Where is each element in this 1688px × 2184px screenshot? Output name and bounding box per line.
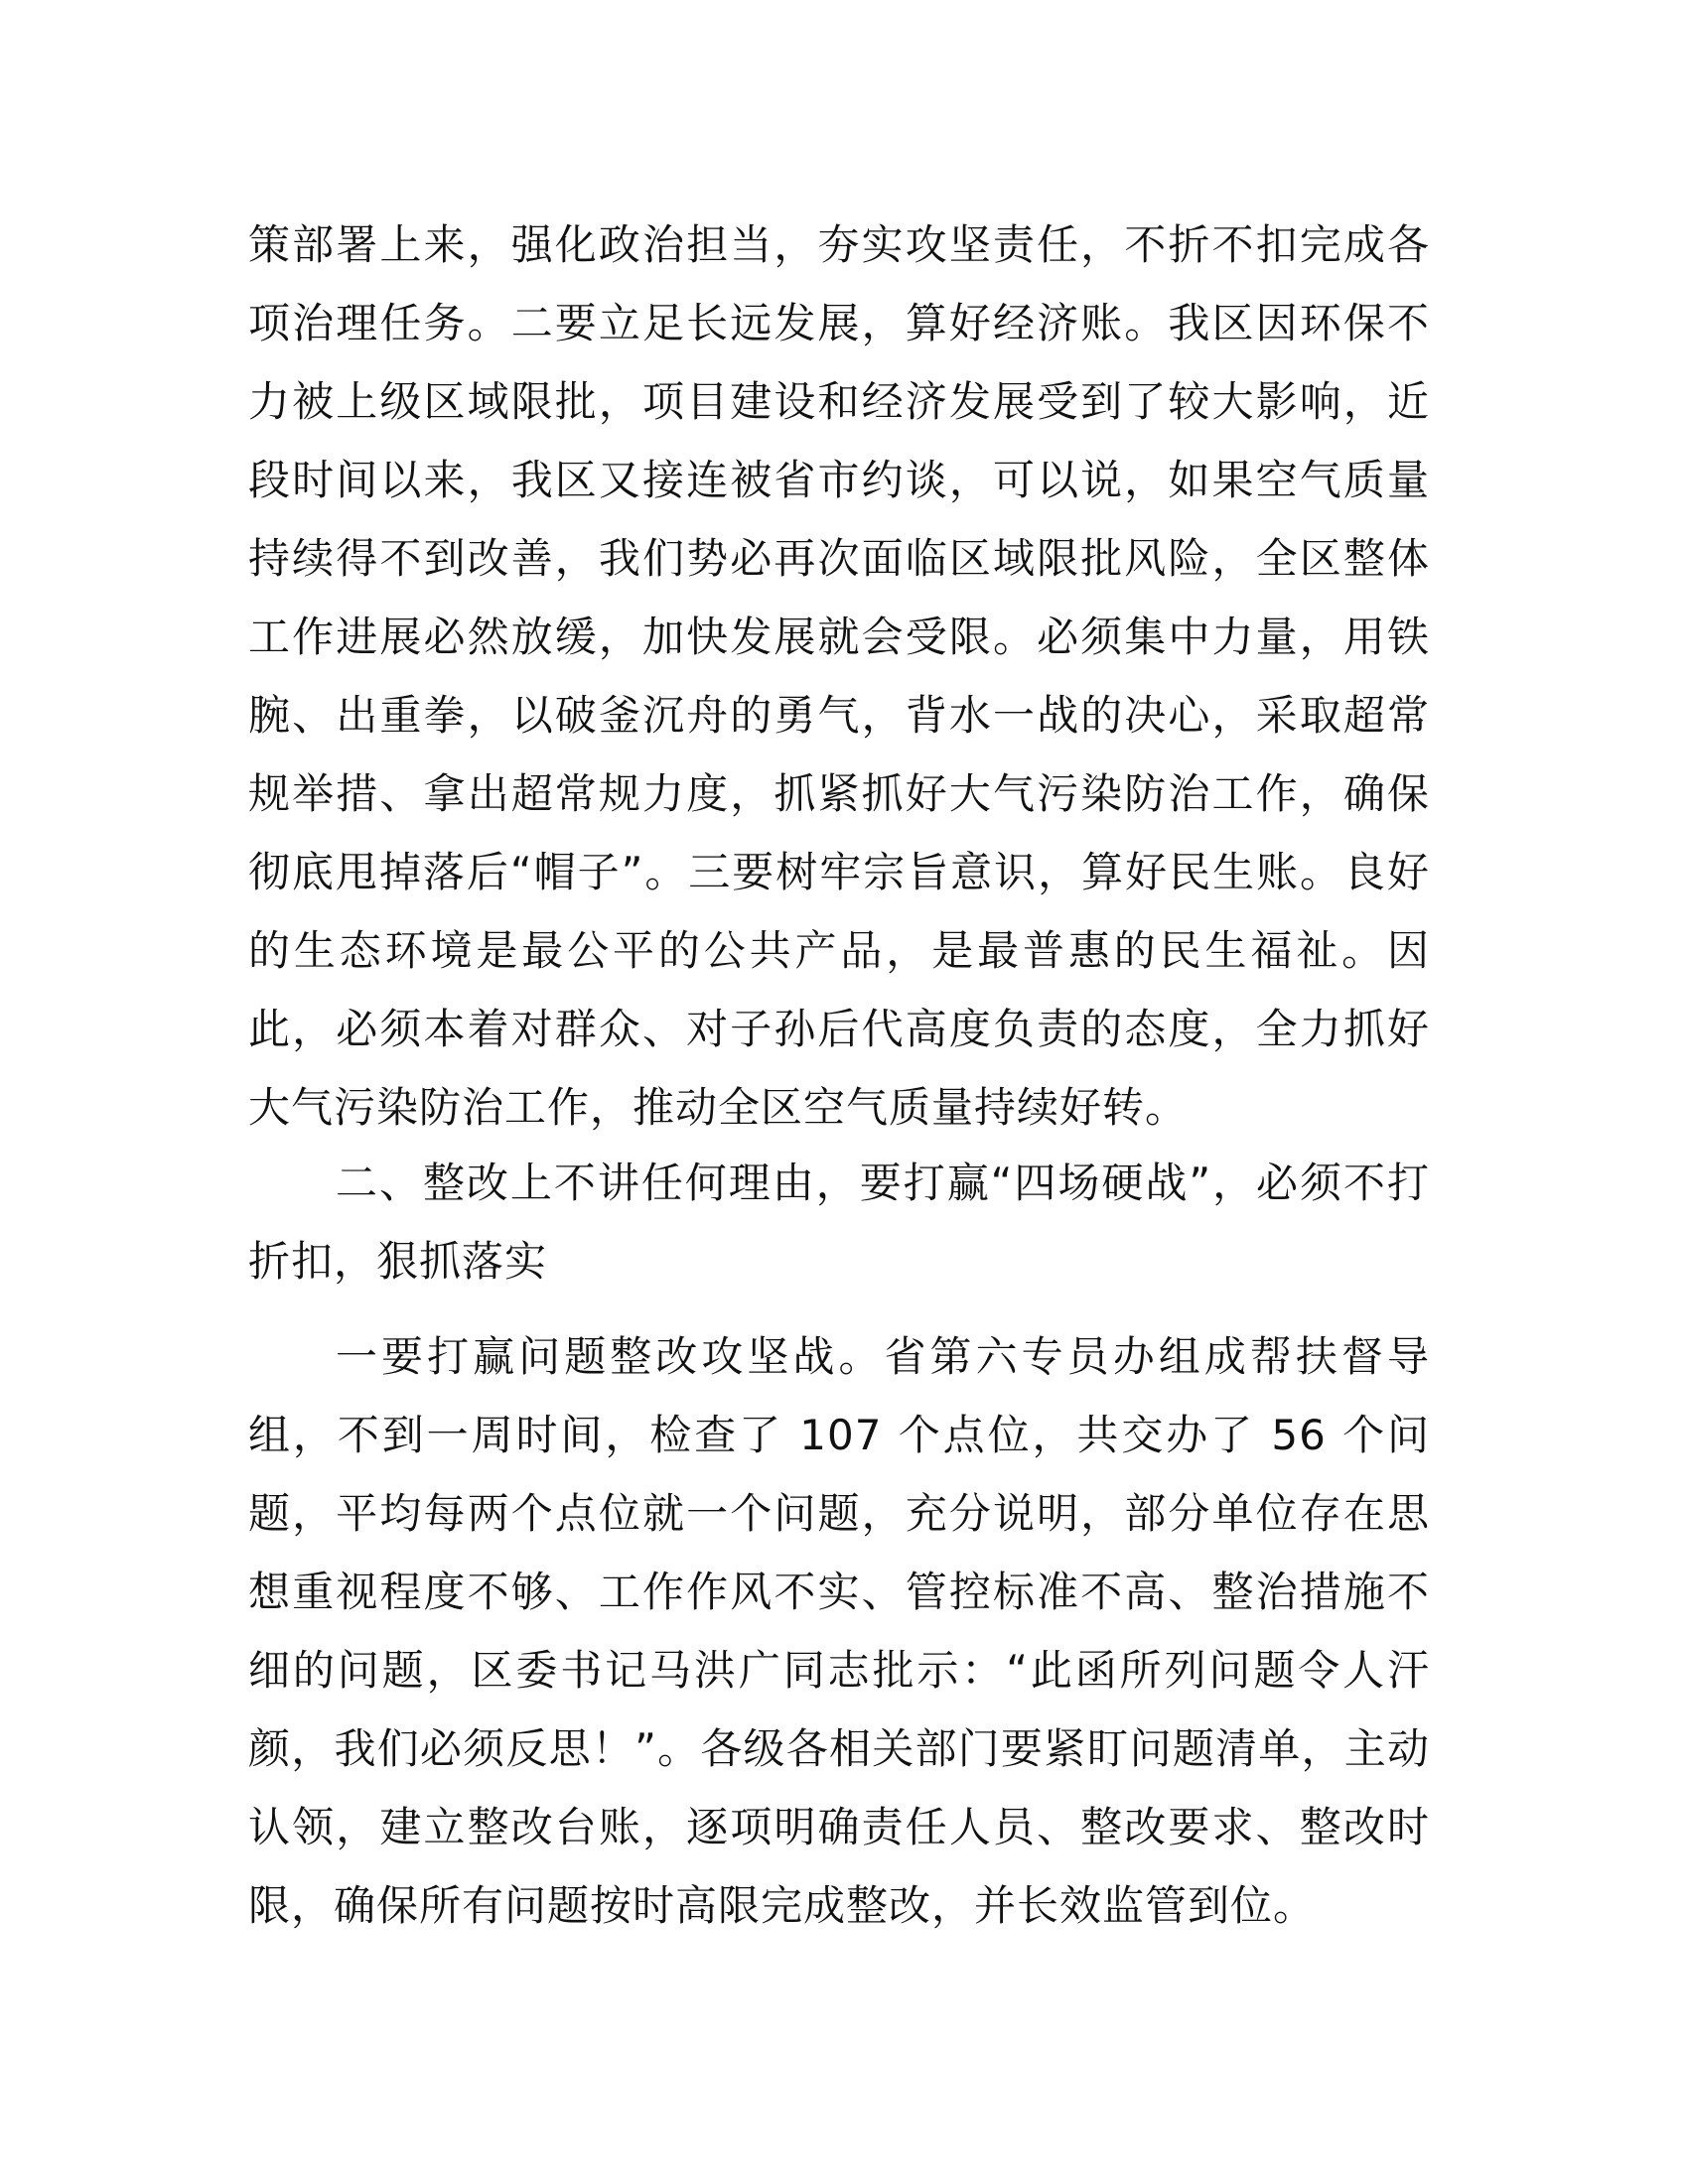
paragraph-continuation	[248, 205, 1430, 1147]
paragraph-block	[248, 1317, 1430, 1945]
section-heading-block	[248, 1144, 1430, 1300]
section-heading-2: 二、整改上不讲任何理由，要打赢“四场硬战”，必须不打折扣，狠抓落实	[248, 1159, 1430, 1286]
body-paragraph-1: 策部署上来，强化政治担当，夯实攻坚责任，不折不扣完成各项治理任务。二要立足长远发展，算好经济账。我区因环保不力被上级区域限批，项目建设和经济发展受到了较大影响，近段时间以来，我区又接连被省市约谈，可以说，如果空气质量持续得不到改善，我们势必再次面临区域限批风险，全区整体工作进展必然放缓，加快发展就会受限。必须集中力量，用铁腕、出重拳，以破釜沉舟的勇气，背水一战的决心，采取超常规举措、拿出超常规力度，抓紧抓好大气污染防治工作，确保彻底甩掉落后“帽子”。三要树牢宗旨意识，算好民生账。良好的生态环境是最公平的公共产品，是最普惠的民生福祉。因此，必须本着对群众、对子孙后代高度负责的态度，全力抓好大气污染防治工作，推动全区空气质量持续好转。	[248, 220, 1430, 1132]
body-paragraph-3: 一要打赢问题整改攻坚战。省第六专员办组成帮扶督导组，不到一周时间，检查了 107 个点位，共交办了 56 个问题，平均每两个点位就一个问题，充分说明，部分单位存在思想重视程度不够、工作作风不实、管控标准不高、整治措施不细的问题，区委书记马洪广同志批示：“此函所列问题令人汗颜，我们必须反思！”。各级各相关部门要紧盯问题清单，主动认领，建立整改台账，逐项明确责任人员、整改要求、整改时限，确保所有问题按时高限完成整改，并长效监管到位。	[248, 1332, 1430, 1930]
